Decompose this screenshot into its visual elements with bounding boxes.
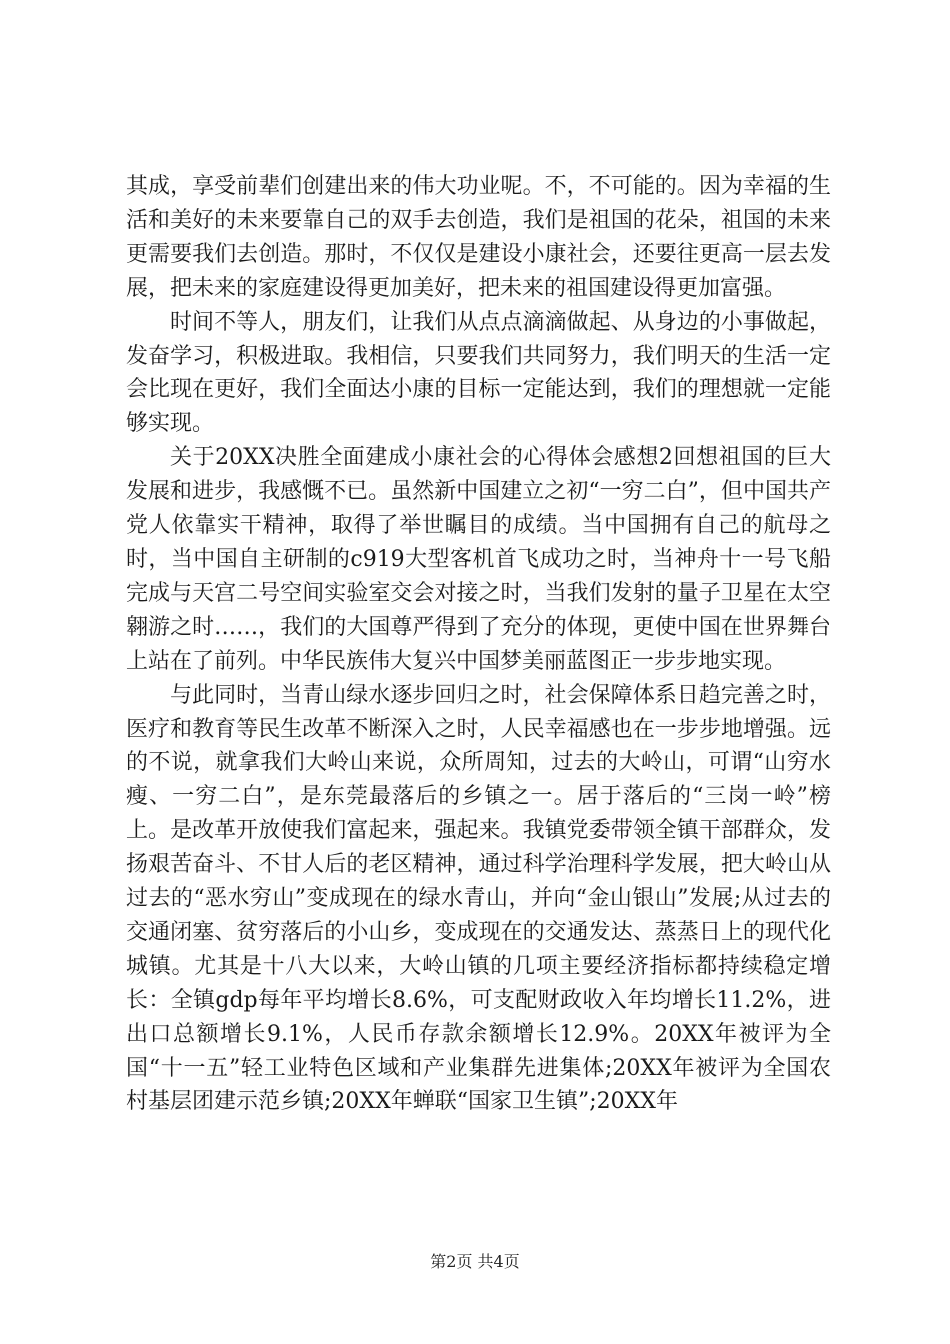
document-body <box>126 170 831 1119</box>
paragraph-2: 时间不等人，朋友们，让我们从点点滴滴做起、从身边的小事做起，发奋学习，积极进取。我相信，只要我们共同努力，我们明天的生活一定会比现在更好，我们全面达小康的目标一定能达到，我们的理想就一定能够实现。 <box>126 309 831 437</box>
paragraph-1: 其成，享受前辈们创建出来的伟大功业呢。不，不可能的。因为幸福的生活和美好的未来要靠自己的双手去创造，我们是祖国的花朵，祖国的未来更需要我们去创造。那时，不仅仅是建设小康社会，还要往更高一层去发展，把未来的家庭建设得更加美好，把未来的祖国建设得更加富强。 <box>126 174 831 301</box>
paragraph-3: 关于20XX决胜全面建成小康社会的心得体会感想2回想祖国的巨大发展和进步，我感慨不已。虽然新中国建立之初“一穷二白”，但中国共产党人依靠实干精神，取得了举世瞩目的成绩。当中国拥有自己的航母之时，当中国自主研制的c919大型客机首飞成功之时，当神舟十一号飞船完成与天宫二号空间实验室交会对接之时，当我们发射的量子卫星在太空翱游之时……，我们的大国尊严得到了充分的体现，更使中国在世界舞台上站在了前列。中华民族伟大复兴中国梦美丽蓝图正一步步地实现。 <box>126 445 831 674</box>
page-footer: 第2页 共4页 <box>430 1252 520 1271</box>
paragraph-4: 与此同时，当青山绿水逐步回归之时，社会保障体系日趋完善之时，医疗和教育等民生改革不断深入之时，人民幸福感也在一步步地增强。远的不说，就拿我们大岭山来说，众所周知，过去的大岭山，可谓“山穷水瘦、一穷二白”，是东莞最落后的乡镇之一。居于落后的“三岗一岭”榜上。是改革开放使我们富起来，强起来。我镇党委带领全镇干部群众，发扬艰苦奋斗、不甘人后的老区精神，通过科学治理科学发展，把大岭山从过去的“恶水穷山”变成现在的绿水青山，并向“金山银山”发展;从过去的交通闭塞、贫穷落后的小山乡，变成现在的交通发达、蒸蒸日上的现代化城镇。尤其是十八大以来，大岭山镇的几项主要经济指标都持续稳定增长：全镇gdp每年平均增长8.6%，可支配财政收入年均增长11.2%，进出口总额增长9.1%，人民币存款余额增长12.9%。20XX年被评为全国“十一五”轻工业特色区域和产业集群先进集体;20XX年被评为全国农村基层团建示范乡镇;20XX年蝉联“国家卫生镇”;20XX年 <box>126 682 831 1115</box>
